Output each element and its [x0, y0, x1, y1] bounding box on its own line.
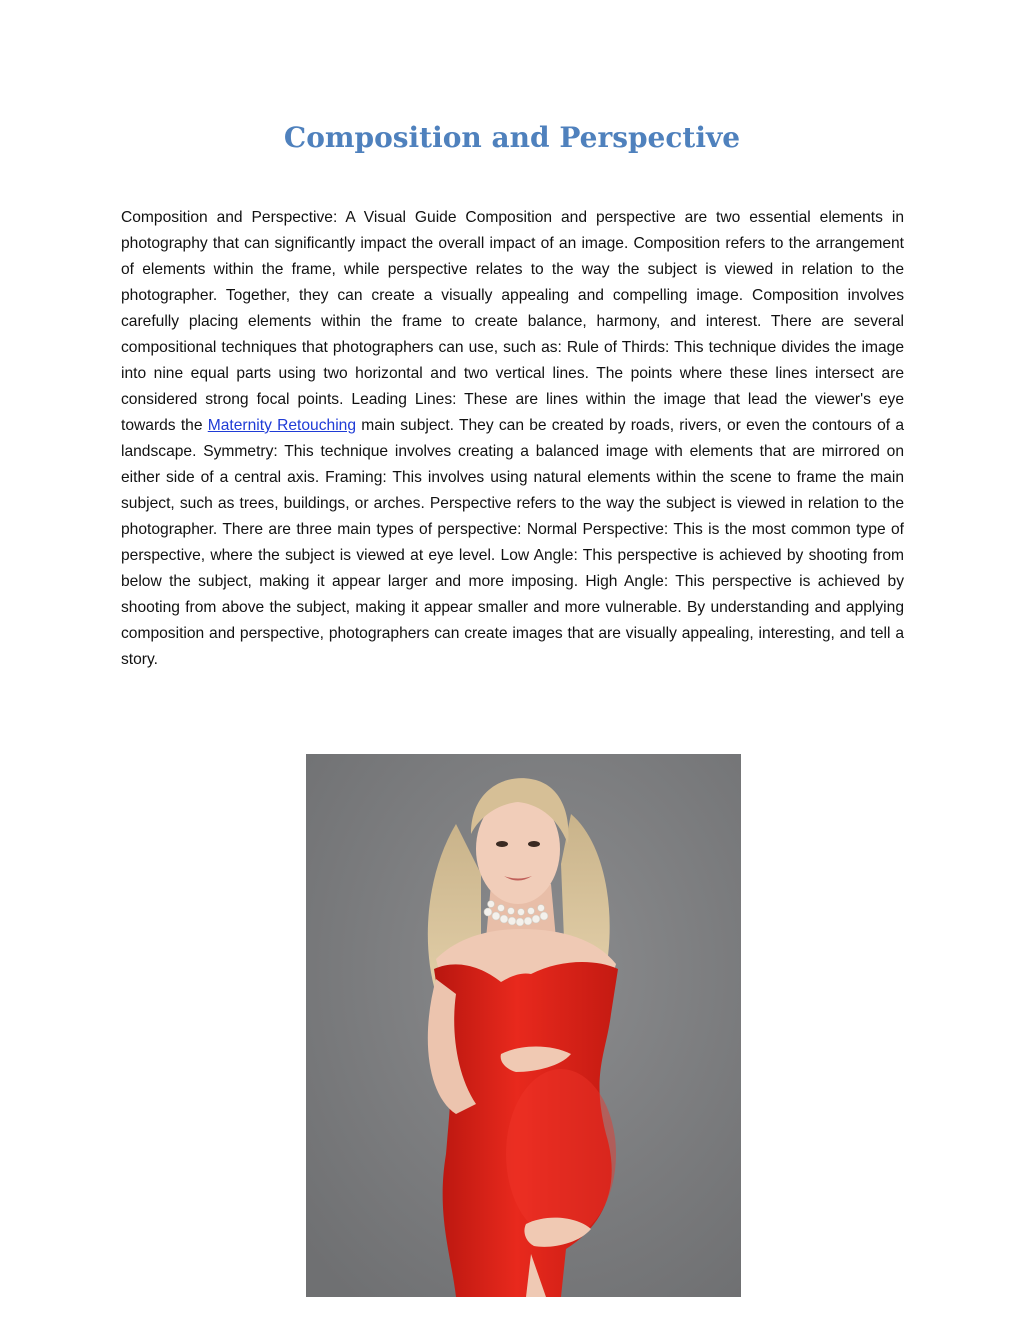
paragraph-text-after-link: main subject. They can be created by roads, rivers, or even the contours of a landscape. Symmetry: This technique involves creating a balanced image with elements that are mirrored on either side of a central axis. Framing: This involves using natural elements within the scene to frame the main subject, such as trees, buildings, or arches. Perspective refers to the way the subject is viewed in relation to the photographer. There are three main types of perspective: Normal Perspective: This is the most common type of perspective, where the subject is viewed at eye level. Low Angle: This perspective is achieved by shooting from below the subject, making it appear larger and more imposing. High Angle: This perspective is achieved by shooting from above the subject, making it appear smaller and more vulnerable. By understanding and applying composition and perspective, photographers can create images that are visually appealing, interesting, and tell a story. [121, 417, 904, 668]
paragraph-text-before-link: Composition and Perspective: A Visual Guide Composition and perspective are two essential elements in photography that can significantly impact the overall impact of an image. Composition refers to the arrangement of elements within the frame, while perspective relates to the way the subject is viewed in relation to the photographer. Together, they can create a visually appealing and compelling image. Composition involves carefully placing elements within the frame to create balance, harmony, and interest. There are several compositional techniques that photographers can use, such as: Rule of Thirds: This technique divides the image into nine equal parts using two horizontal and two vertical lines. The points where these lines intersect are considered strong focal points. Leading Lines: These are lines within the image that lead the viewer's eye towards the [121, 209, 904, 434]
maternity-portrait-photo [306, 754, 741, 1297]
maternity-retouching-link[interactable]: Maternity Retouching [207, 417, 356, 434]
article-paragraph [121, 205, 904, 673]
page-title: Composition and Perspective [283, 121, 741, 154]
